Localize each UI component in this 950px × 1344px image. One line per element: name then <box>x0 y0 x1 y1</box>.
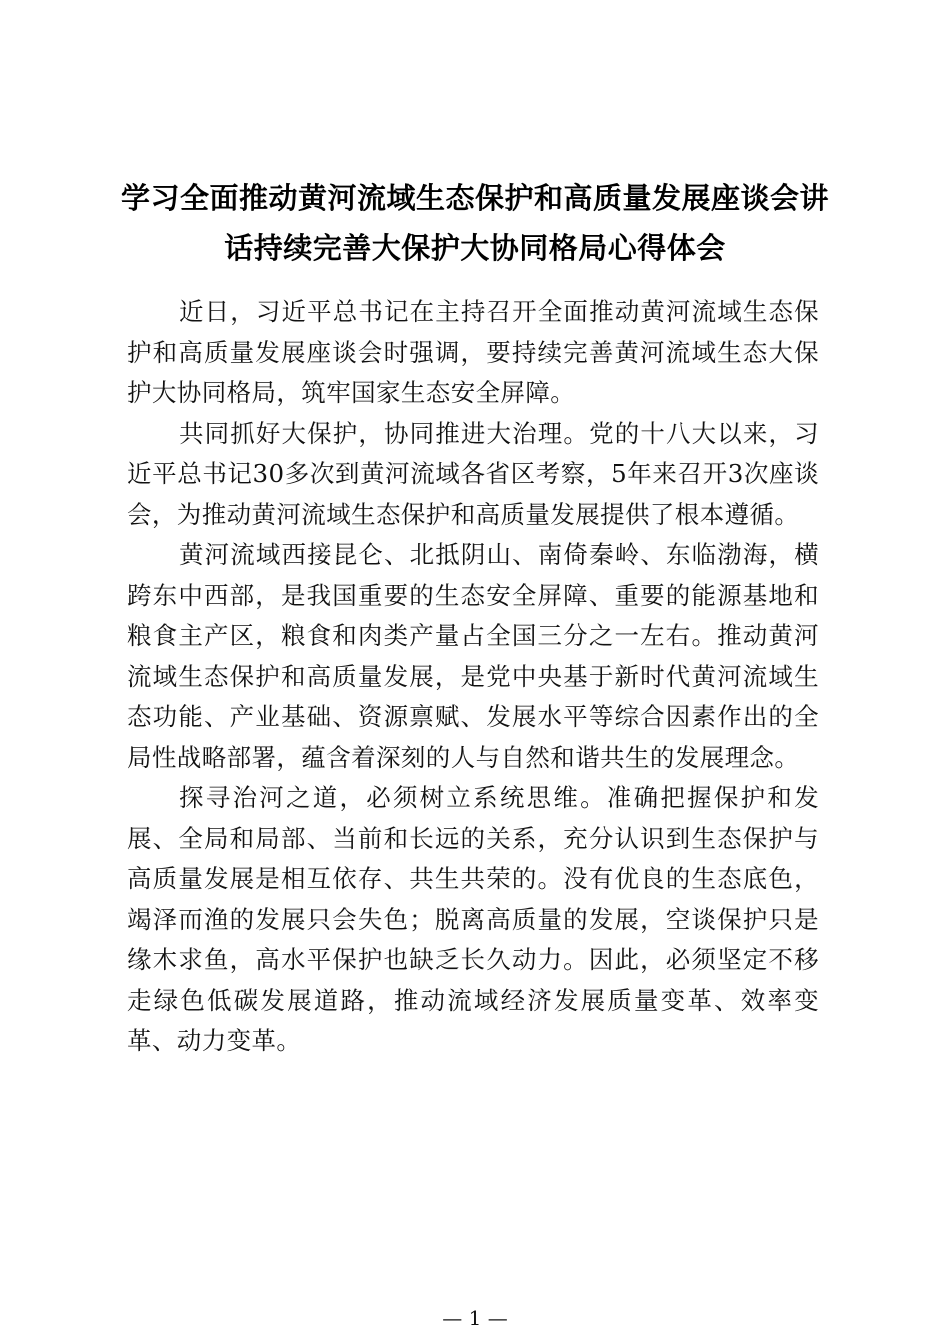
paragraph-1: 近日，习近平总书记在主持召开全面推动黄河流域生态保护和高质量发展座谈会时强调，要持续完善黄河流域生态大保护大协同格局，筑牢国家生态安全屏障。 <box>127 297 819 407</box>
page-number: — 1 — <box>442 1306 508 1330</box>
title-line-2: 话持续完善大保护大协同格局心得体会 <box>224 231 726 265</box>
paragraph-4: 探寻治河之道，必须树立系统思维。准确把握保护和发展、全局和局部、当前和长远的关系，充分认识到生态保护与高质量发展是相互依存、共生共荣的。没有优良的生态底色，竭泽而渔的发展只会失色；脱离高质量的发展，空谈保护只是缘木求鱼，高水平保护也缺乏长久动力。因此，必须坚定不移走绿色低碳发展道路，推动流域经济发展质量变革、效率变革、动力变革。 <box>127 783 819 1055</box>
paragraph-3: 黄河流域西接昆仑、北抵阴山、南倚秦岭、东临渤海，横跨东中西部，是我国重要的生态安全屏障、重要的能源基地和粮食主产区，粮食和肉类产量占全国三分之一左右。推动黄河流域生态保护和高质量发展，是党中央基于新时代黄河流域生态功能、产业基础、资源禀赋、发展水平等综合因素作出的全局性战略部署，蕴含着深刻的人与自然和谐共生的发展理念。 <box>127 540 819 772</box>
document-body <box>127 292 819 1062</box>
document-title <box>120 173 830 273</box>
paragraph-2: 共同抓好大保护，协同推进大治理。党的十八大以来，习近平总书记30多次到黄河流域各省区考察，5年来召开3次座谈会，为推动黄河流域生态保护和高质量发展提供了根本遵循。 <box>127 418 819 529</box>
title-line-1: 学习全面推动黄河流域生态保护和高质量发展座谈会讲 <box>120 181 829 215</box>
